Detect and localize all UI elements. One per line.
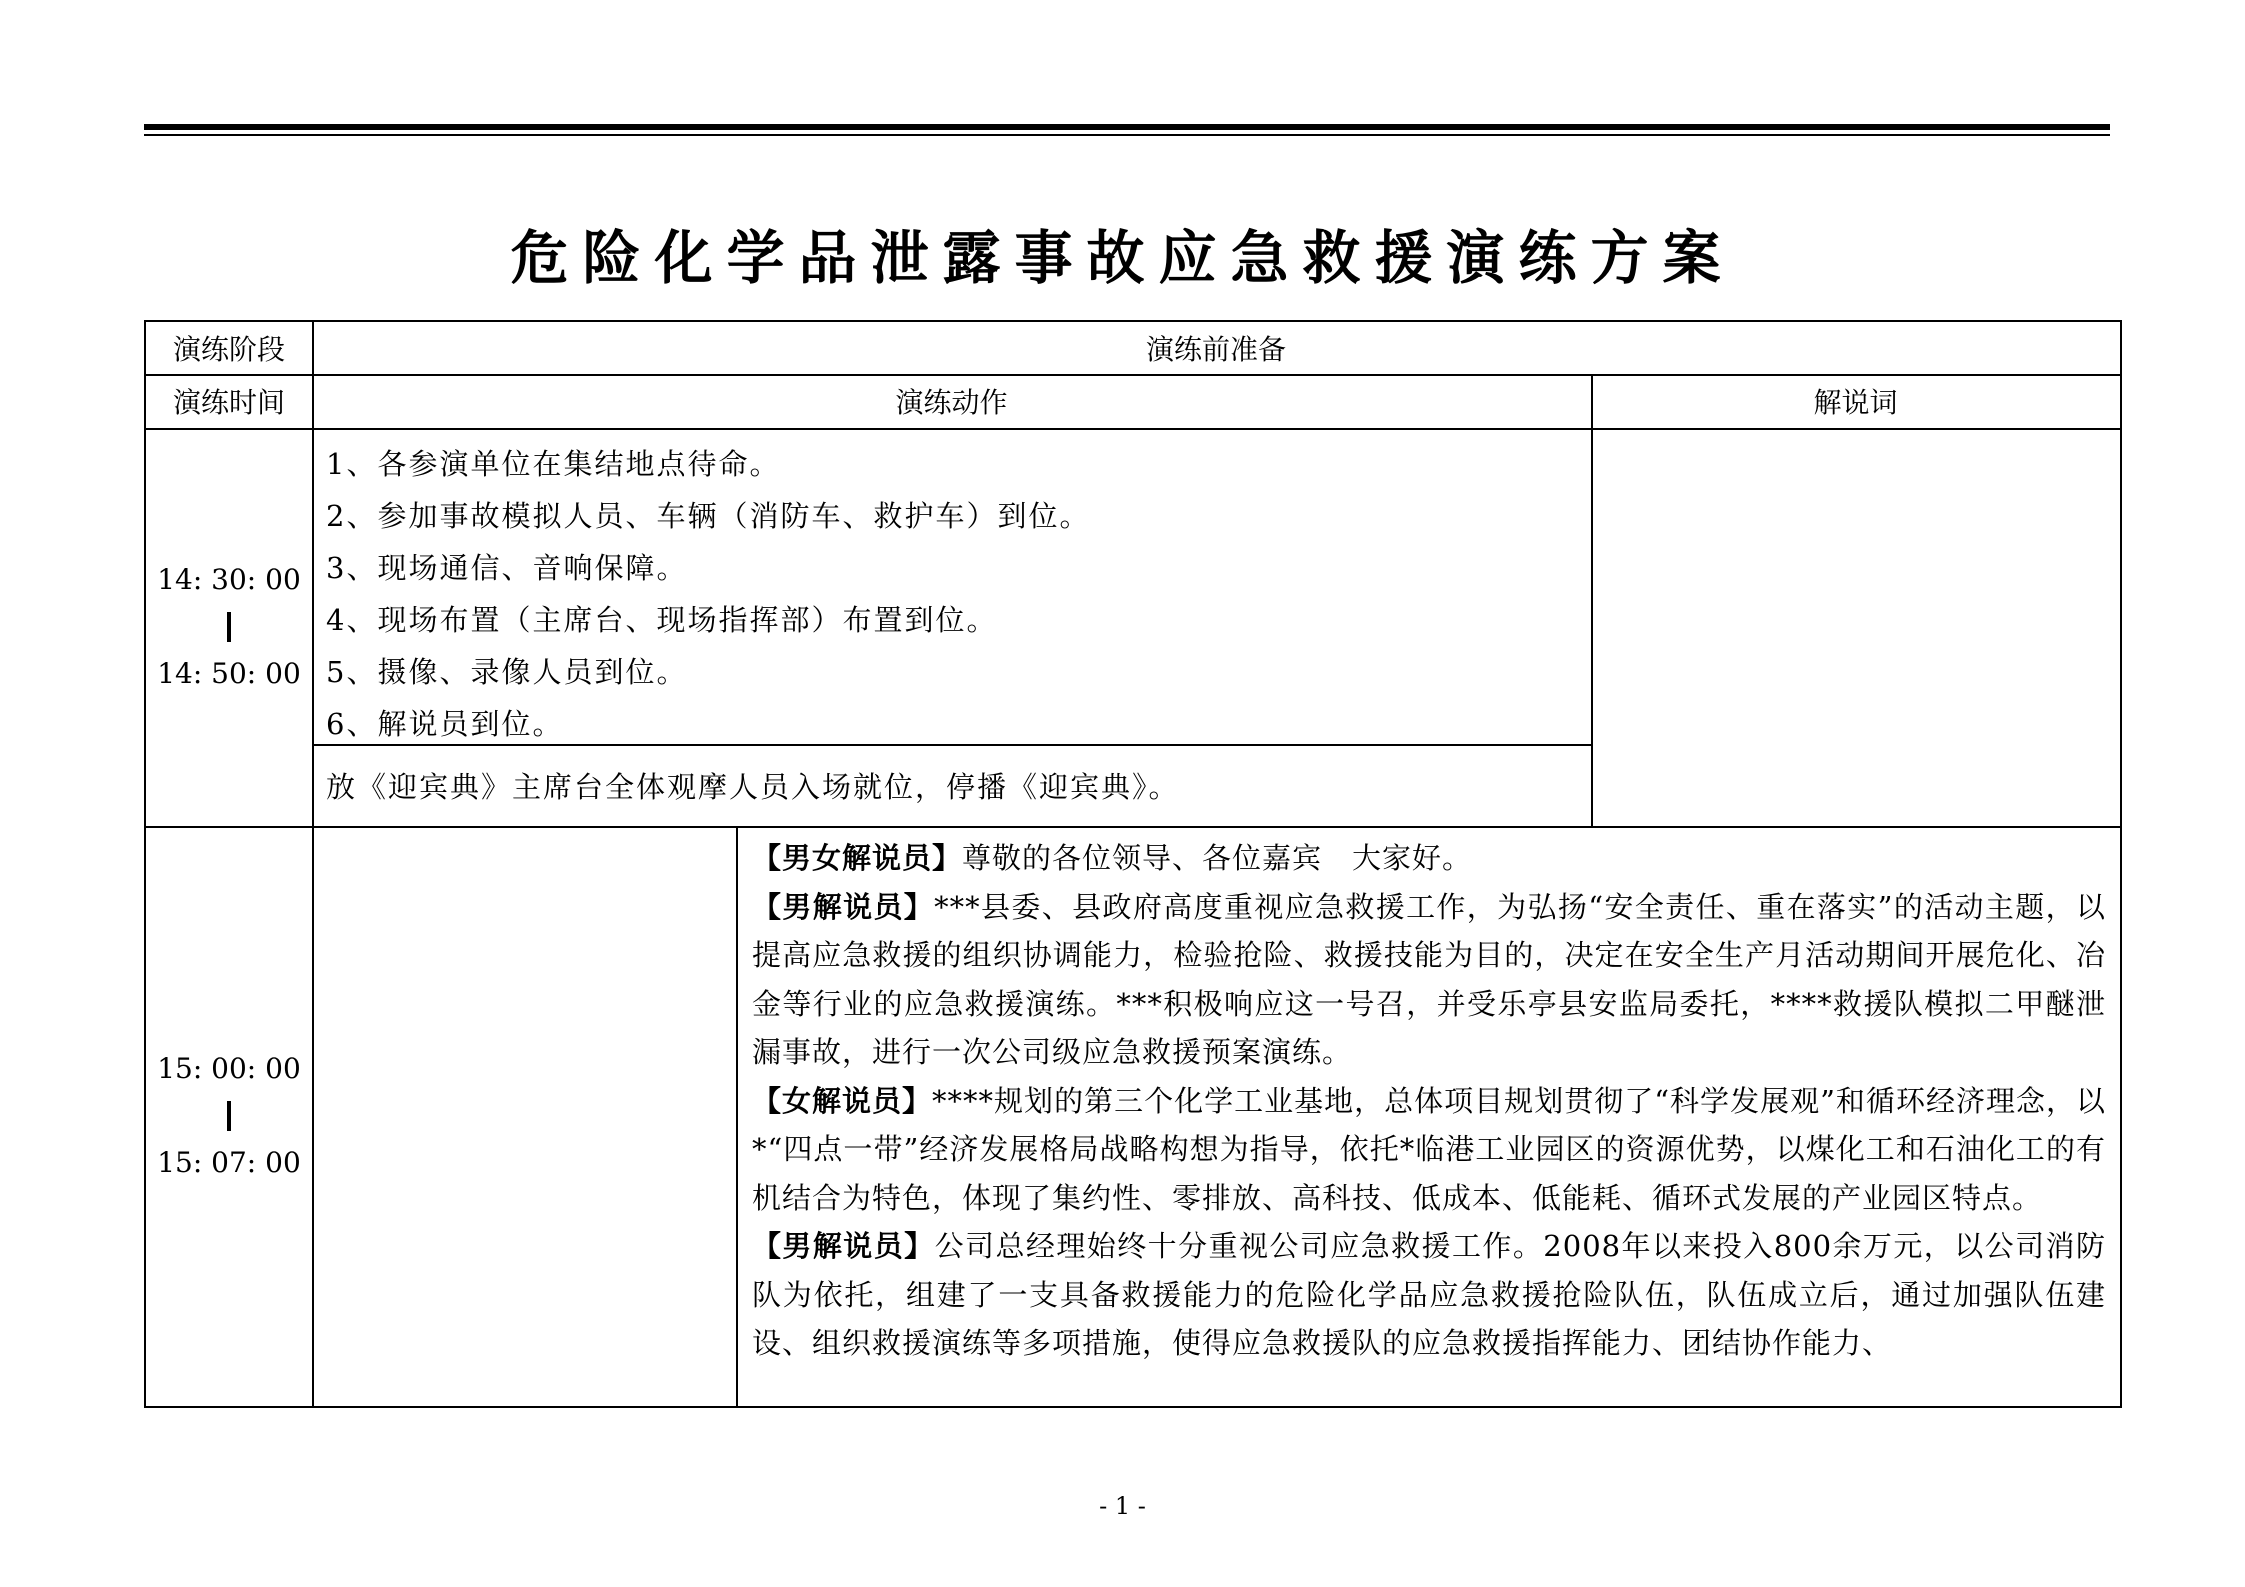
header-rule-thin — [144, 134, 2110, 136]
narration-content: 公司总经理始终十分重视公司应急救援工作。2008年以来投入800余万元，以公司消防队为依托，组建了一支具备救援能力的危险化学品应急救援抢险队伍，队伍成立后，通过加强队伍建设、组织救援演练等多项措施，使得应急救援队的应急救援指挥能力、团结协作能力、 — [752, 1229, 2106, 1360]
speaker-label: 【男女解说员】 — [752, 841, 963, 875]
row2-action-cell — [312, 826, 738, 1408]
row1-time-end: 14: 50: 00 — [157, 657, 301, 690]
stage-value-cell: 演练前准备 — [312, 320, 2122, 376]
row2-time-start: 15: 00: 00 — [157, 1052, 301, 1085]
narration-content: ****规划的第三个化学工业基地，总体项目规划贯彻了“科学发展观”和循环经济理念，以*“四点一带”经济发展格局战略构想为指导，依托*临港工业园区的资源优势，以煤化工和石油化工的有机结合为特色，体现了集约性、零排放、高科技、低成本、低能耗、循环式发展的产业园区特点。 — [752, 1083, 2106, 1215]
music-cue: 放《迎宾典》主席台全体观摩人员入场就位，停播《迎宾典》。 — [326, 769, 1180, 804]
header-rule-thick — [144, 124, 2110, 130]
narration-paragraph — [752, 1222, 2106, 1368]
action-item: 3、现场通信、音响保障。 — [326, 551, 688, 585]
speaker-label: 【女解说员】 — [752, 1083, 933, 1118]
action-item: 1、各参演单位在集结地点待命。 — [326, 447, 781, 481]
row1-time-cell — [144, 428, 314, 828]
action-label-cell: 演练动作 — [312, 374, 1593, 430]
stage-label-cell: 演练阶段 — [144, 320, 314, 376]
action-item: 2、参加事故模拟人员、车辆（消防车、救护车）到位。 — [326, 499, 1091, 533]
narration-paragraph — [752, 883, 2106, 1077]
row2-time-cell — [144, 826, 314, 1408]
row1-commentary-cell — [1591, 428, 2122, 828]
action-item: 5、摄像、录像人员到位。 — [326, 655, 688, 689]
narration-text — [738, 828, 2120, 1406]
row1-music-cell — [312, 744, 1593, 828]
time-label-cell: 演练时间 — [144, 374, 314, 430]
speaker-label: 【男解说员】 — [752, 1229, 935, 1263]
row1-time-start: 14: 30: 00 — [157, 563, 301, 596]
narration-paragraph — [752, 1077, 2106, 1223]
action-item: 6、解说员到位。 — [326, 707, 564, 741]
time-range-separator — [227, 1101, 231, 1131]
page-number: - 1 - — [1099, 1492, 1146, 1520]
action-item: 4、现场布置（主席台、现场指挥部）布置到位。 — [326, 603, 998, 637]
narration-content: ***县委、县政府高度重视应急救援工作，为弘扬“安全责任、重在落实”的活动主题，以提高应急救援的组织协调能力，检验抢险、救援技能为目的，决定在安全生产月活动期间开展危化、冶金等行业的应急救援演练。***积极响应这一号召，并受乐亭县安监局委托，****救援队模拟二甲醚泄漏事故，进行一次公司级应急救援预案演练。 — [752, 889, 2106, 1069]
time-range-separator — [227, 612, 231, 642]
row1-action-cell — [312, 428, 1593, 746]
row2-time-end: 15: 07: 00 — [157, 1146, 301, 1179]
commentary-label-cell: 解说词 — [1591, 374, 2122, 430]
speaker-label: 【男解说员】 — [752, 889, 935, 924]
document-title: 危险化学品泄露事故应急救援演练方案 — [510, 224, 1735, 292]
narration-paragraph — [752, 834, 2106, 883]
narration-content: 尊敬的各位领导、各位嘉宾 大家好。 — [962, 841, 1473, 875]
